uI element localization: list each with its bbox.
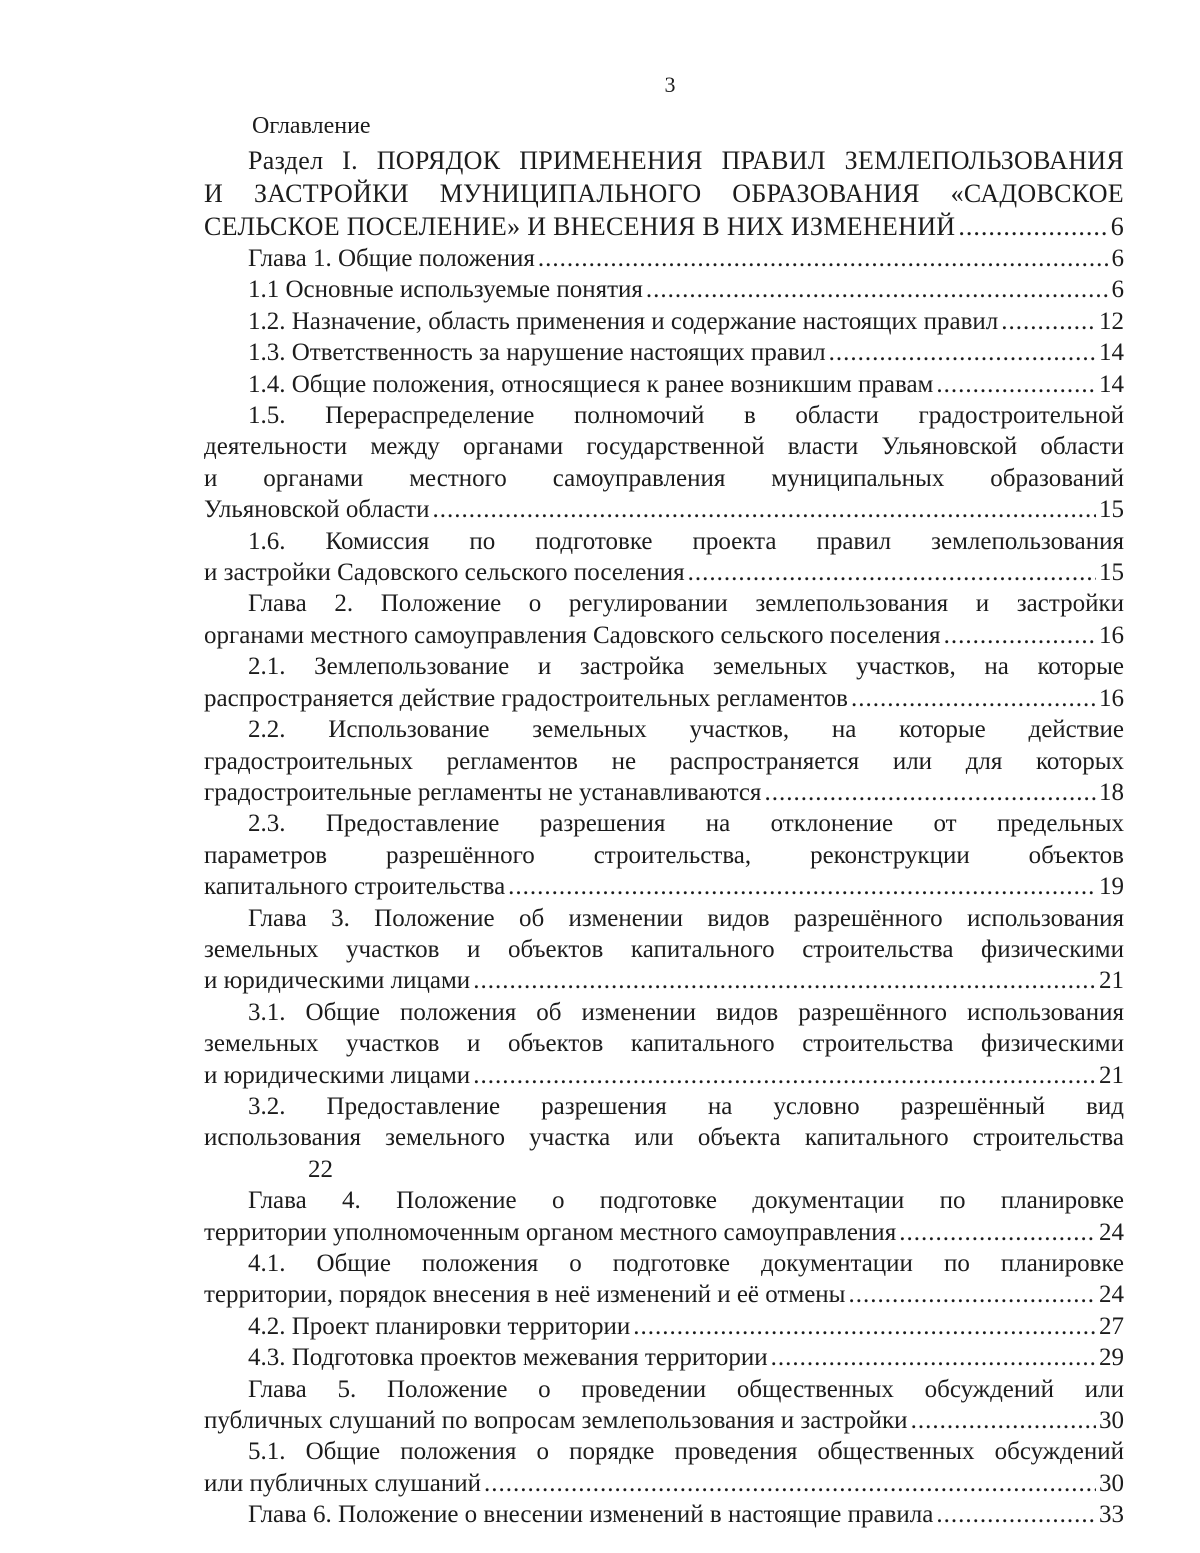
dot-leader — [473, 965, 1096, 996]
dot-leader — [538, 243, 1109, 274]
toc-entry-line: Глава 4. Положение о подготовке документации по планировке — [248, 1187, 1124, 1215]
toc-entry[interactable] — [204, 1499, 1124, 1530]
toc-entry-page: 6 — [1110, 212, 1124, 241]
toc-entry-page: 30 — [1099, 1407, 1124, 1435]
toc-entry-page: 21 — [1099, 967, 1124, 995]
toc-entry-page: 22 — [308, 1155, 333, 1183]
dot-leader — [771, 1342, 1096, 1373]
toc-entry-title: территории уполномоченным органом местного самоуправления — [204, 1218, 897, 1246]
toc-entry-line: 3.2. Предоставление разрешения на условно разрешённый вид — [248, 1092, 1124, 1120]
dot-leader — [944, 620, 1096, 651]
toc-entry-line: 4.1. Общие положения о подготовке документации по планировке — [248, 1250, 1124, 1277]
toc-entry[interactable] — [204, 1091, 1124, 1185]
dot-leader — [1001, 306, 1096, 337]
toc-entry-page: 15 — [1099, 496, 1124, 524]
toc-entry-title: 4.2. Проект планировки территории — [248, 1312, 631, 1340]
toc-entry-title: Глава 6. Положение о внесении изменений в настоящие правила — [248, 1501, 934, 1529]
toc-entry-line: Глава 3. Положение об изменении видов разрешённого использования — [248, 904, 1124, 932]
dot-leader — [764, 777, 1096, 808]
table-of-contents — [204, 110, 1124, 1531]
toc-entry-title: 1.3. Ответственность за нарушение настоящих правил — [248, 339, 826, 367]
toc-entry-line: градостроительных регламентов не распространяется или для которых — [204, 747, 1124, 775]
dot-leader — [508, 871, 1096, 902]
dot-leader — [848, 1279, 1096, 1310]
toc-entry-line: деятельности между органами государственной власти Ульяновской области — [204, 433, 1124, 461]
toc-entries — [204, 144, 1124, 1531]
toc-entry-title: распространяется действие градостроительных регламентов — [204, 684, 848, 712]
dot-leader — [688, 557, 1096, 588]
toc-entry[interactable] — [204, 1311, 1124, 1342]
toc-entry-line: 5.1. Общие положения о порядке проведения общественных обсуждений — [248, 1438, 1124, 1466]
toc-entry-title: 1.4. Общие положения, относящиеся к ранее возникшим правам — [248, 370, 934, 398]
toc-entry-title: 1.1 Основные используемые понятия — [248, 276, 643, 304]
dot-leader — [851, 683, 1096, 714]
toc-entry-title: органами местного самоуправления Садовского сельского поселения — [204, 621, 941, 649]
toc-entry-line: Глава 2. Положение о регулировании землепользования и застройки — [248, 590, 1124, 618]
toc-entry[interactable] — [204, 903, 1124, 997]
toc-entry[interactable] — [204, 808, 1124, 902]
toc-entry-page: 18 — [1099, 778, 1124, 806]
dot-leader — [484, 1468, 1096, 1499]
toc-entry-title: или публичных слушаний — [204, 1469, 482, 1497]
toc-entry[interactable] — [204, 997, 1124, 1091]
toc-entry-page: 19 — [1099, 873, 1124, 901]
toc-title: Оглавление — [252, 113, 371, 139]
dot-leader — [829, 337, 1096, 368]
toc-entry-page: 16 — [1099, 621, 1124, 649]
toc-entry-title: капитального строительства — [204, 873, 506, 901]
toc-entry[interactable] — [204, 714, 1124, 808]
toc-entry-line: 2.3. Предоставление разрешения на отклонение от предельных — [248, 810, 1124, 838]
toc-entry-line: и органами местного самоуправления муниципальных образований — [204, 464, 1124, 492]
toc-entry-line: Раздел I. ПОРЯДОК ПРИМЕНЕНИЯ ПРАВИЛ ЗЕМЛЕПОЛЬЗОВАНИЯ — [248, 146, 1124, 175]
toc-entry-line: Глава 5. Положение о проведении общественных обсуждений или — [248, 1375, 1124, 1403]
toc-entry-page: 16 — [1099, 684, 1124, 712]
toc-entry-page: 15 — [1099, 559, 1124, 587]
toc-entry-title: и юридическими лицами — [204, 967, 471, 995]
toc-entry-line: 2.1. Землепользование и застройка земельных участков, на которые — [248, 653, 1124, 681]
toc-entry[interactable] — [204, 1342, 1124, 1373]
dot-leader — [936, 369, 1096, 400]
toc-entry-line: 1.6. Комиссия по подготовке проекта правил землепользования — [248, 527, 1124, 555]
toc-entry-page: 24 — [1099, 1281, 1124, 1309]
toc-entry[interactable] — [204, 243, 1124, 274]
toc-entry[interactable] — [204, 274, 1124, 305]
toc-entry-page: 6 — [1111, 276, 1124, 304]
toc-entry[interactable] — [204, 588, 1124, 651]
toc-entry-page: 27 — [1099, 1312, 1124, 1340]
toc-entry-page: 14 — [1099, 339, 1124, 367]
toc-entry[interactable] — [204, 526, 1124, 589]
toc-entry-line: земельных участков и объектов капитального строительства физическими — [204, 1030, 1124, 1058]
toc-entry-line: 2.2. Использование земельных участков, на которые действие — [248, 716, 1124, 744]
page-number: 3 — [664, 72, 676, 97]
toc-entry-title: Ульяновской области — [204, 496, 430, 524]
toc-entry[interactable] — [204, 306, 1124, 337]
toc-entry-title: 4.3. Подготовка проектов межевания территории — [248, 1344, 768, 1372]
toc-entry-page: 12 — [1099, 307, 1124, 335]
toc-entry-page: 14 — [1099, 370, 1124, 398]
toc-entry[interactable] — [204, 651, 1124, 714]
toc-entry-line: 1.5. Перераспределение полномочий в области градостроительной — [248, 402, 1124, 430]
toc-entry-title: градостроительные регламенты не устанавливаются — [204, 778, 762, 806]
dot-leader — [633, 1311, 1096, 1342]
toc-entry[interactable] — [204, 1248, 1124, 1311]
toc-entry[interactable] — [204, 1374, 1124, 1437]
dot-leader — [432, 494, 1096, 525]
toc-entry-line: земельных участков и объектов капитального строительства физическими — [204, 935, 1124, 963]
toc-entry[interactable] — [204, 144, 1124, 243]
toc-entry-page: 33 — [1099, 1501, 1124, 1529]
toc-entry-title: СЕЛЬСКОЕ ПОСЕЛЕНИЕ» И ВНЕСЕНИЯ В НИХ ИЗМЕНЕНИЙ — [204, 212, 956, 241]
toc-entry-page: 29 — [1099, 1344, 1124, 1372]
toc-entry-line: 3.1. Общие положения об изменении видов разрешённого использования — [248, 998, 1124, 1026]
toc-entry[interactable] — [204, 1185, 1124, 1248]
dot-leader — [899, 1217, 1096, 1248]
toc-entry-line: И ЗАСТРОЙКИ МУНИЦИПАЛЬНОГО ОБРАЗОВАНИЯ «САДОВСКОЕ — [204, 179, 1124, 208]
dot-leader — [646, 274, 1109, 305]
toc-entry-line: использования земельного участка или объекта капитального строительства — [204, 1124, 1124, 1152]
toc-entry[interactable] — [204, 337, 1124, 368]
toc-entry-title: территории, порядок внесения в неё изменений и её отмены — [204, 1281, 846, 1309]
toc-entry-title: 1.2. Назначение, область применения и содержание настоящих правил — [248, 307, 999, 335]
toc-entry-title: Глава 1. Общие положения — [248, 245, 535, 272]
dot-leader — [958, 210, 1107, 243]
toc-entry-line: параметров разрешённого строительства, реконструкции объектов — [204, 841, 1124, 869]
toc-entry[interactable] — [204, 1436, 1124, 1499]
toc-entry[interactable] — [204, 369, 1124, 400]
dot-leader — [911, 1405, 1096, 1436]
toc-entry-page: 21 — [1099, 1061, 1124, 1089]
dot-leader — [936, 1499, 1096, 1530]
dot-leader — [473, 1060, 1096, 1091]
toc-entry[interactable] — [204, 400, 1124, 526]
toc-entry-page: 30 — [1099, 1469, 1124, 1497]
toc-entry-title: и юридическими лицами — [204, 1061, 471, 1089]
toc-entry-page: 6 — [1111, 245, 1124, 272]
toc-entry-title: публичных слушаний по вопросам землепользования и застройки — [204, 1407, 908, 1435]
toc-entry-page: 24 — [1099, 1218, 1124, 1246]
toc-entry-title: и застройки Садовского сельского поселения — [204, 559, 685, 587]
